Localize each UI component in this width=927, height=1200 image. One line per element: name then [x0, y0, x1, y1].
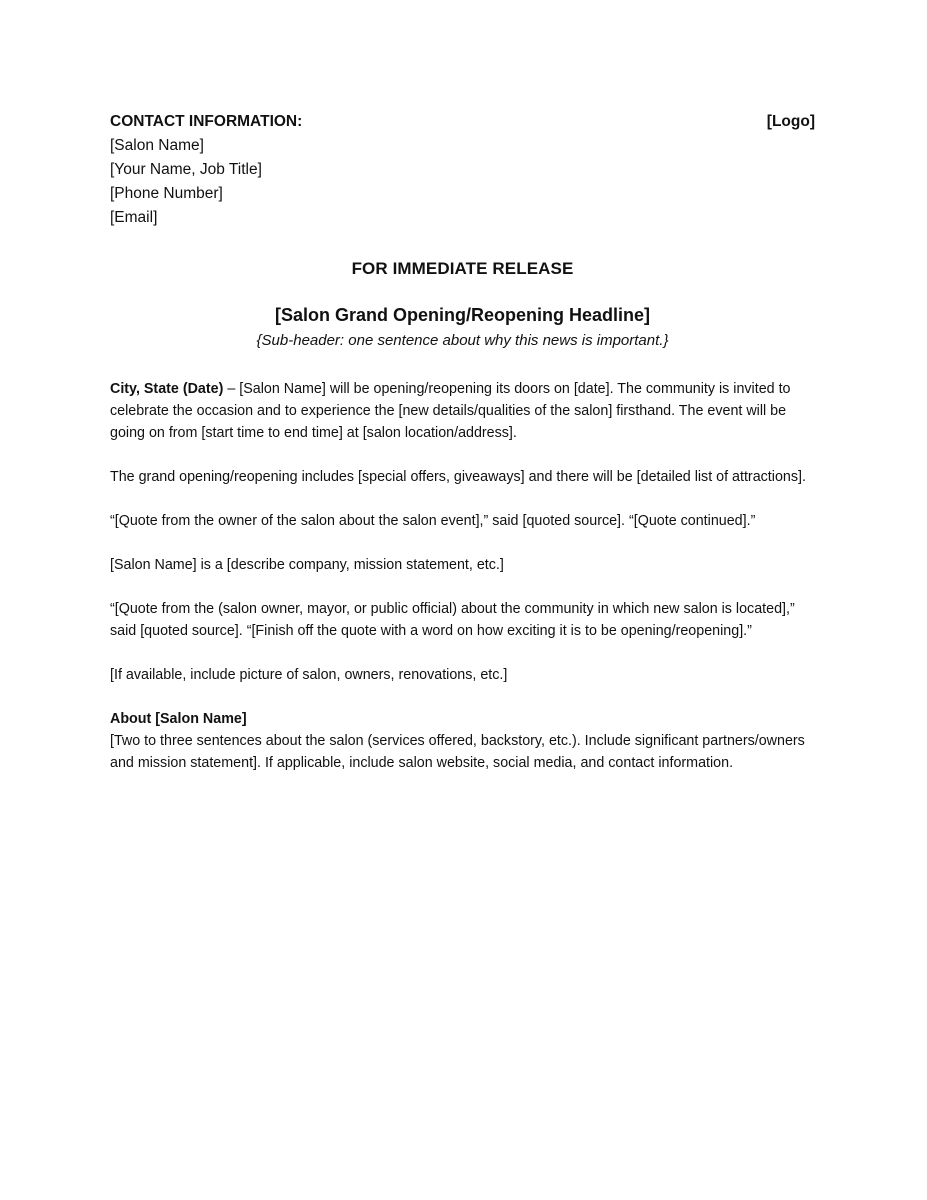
offers-paragraph: The grand opening/reopening includes [special offers, giveaways] and there will be [detailed list of attractions].: [110, 469, 806, 485]
contact-header-row: [110, 108, 815, 134]
about-title: About [Salon Name]: [110, 711, 247, 727]
contact-email: [Email]: [110, 209, 158, 226]
contact-salon-name: [Salon Name]: [110, 137, 204, 154]
intro-paragraph: [110, 378, 815, 444]
contact-phone: [Phone Number]: [110, 185, 223, 202]
contact-name-title: [Your Name, Job Title]: [110, 161, 262, 178]
owner-quote-paragraph: “[Quote from the owner of the salon about the salon event],” said [quoted source]. “[Quote continued].”: [110, 513, 756, 529]
picture-note-paragraph: [If available, include picture of salon, owners, renovations, etc.]: [110, 667, 508, 683]
intro-text: – [Salon Name] will be opening/reopening its doors on [date]. The community is invited to celebrate the occasion and to experience the [new details/qualities of the salon] firsthand. The event will be going on from [start time to end time] at [salon location/address].: [110, 381, 791, 441]
dateline: City, State (Date): [110, 381, 224, 397]
subheader: {Sub-header: one sentence about why this news is important.}: [256, 332, 669, 349]
headline: [Salon Grand Opening/Reopening Headline]: [274, 305, 651, 325]
contact-information-label: CONTACT INFORMATION:: [110, 113, 303, 130]
logo-placeholder: [Logo]: [766, 113, 815, 130]
community-quote-paragraph: “[Quote from the (salon owner, mayor, or public official) about the community in which new salon is located],” said [quoted source]. “[Finish off the quote with a word on how exciting it is to be opening/reopening].”: [110, 601, 795, 639]
contact-lines: [110, 134, 815, 230]
about-text: [Two to three sentences about the salon (services offered, backstory, etc.). Include significant partners/owners and mission statement]. If applicable, include salon website, social media, and contact information.: [110, 733, 805, 771]
company-description-paragraph: [Salon Name] is a [describe company, mission statement, etc.]: [110, 557, 504, 573]
release-label: FOR IMMEDIATE RELEASE: [351, 259, 574, 278]
press-release-body: [110, 108, 815, 774]
